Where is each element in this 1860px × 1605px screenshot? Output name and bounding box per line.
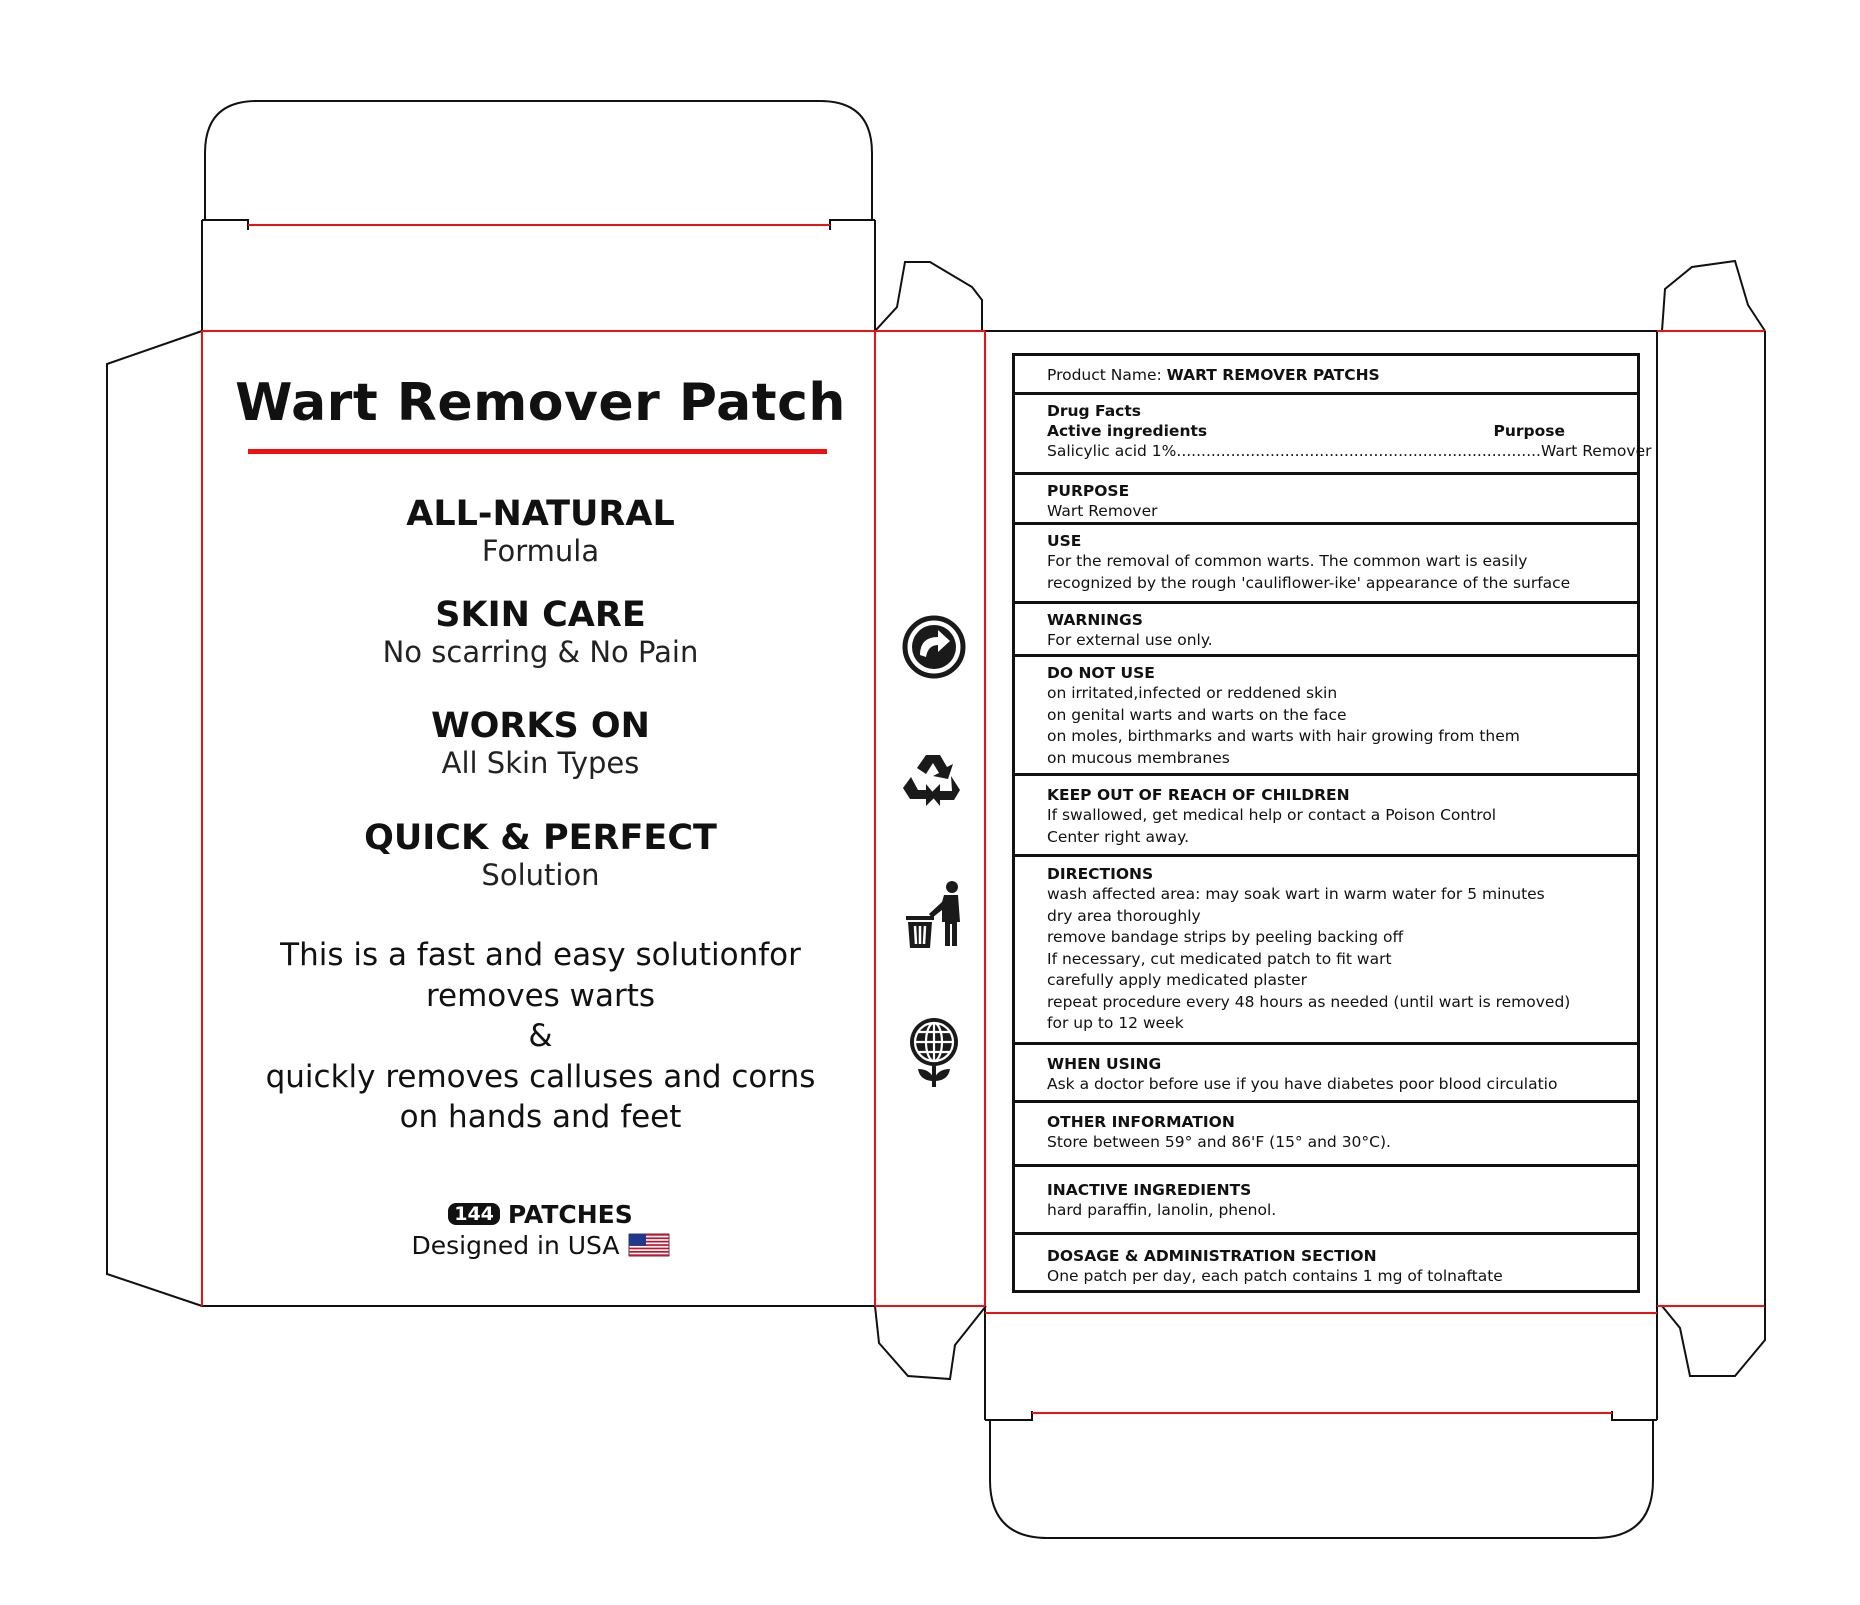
directions-heading: DIRECTIONS: [1047, 865, 1154, 883]
do-not-use-line: on mucous membranes: [1047, 748, 1230, 767]
blurb-line: removes warts: [425, 977, 656, 1014]
when-using-text: Ask a doctor before use if you have diabetes poor blood circulatio: [1047, 1075, 1558, 1093]
directions-line: for up to 12 week: [1047, 1014, 1184, 1032]
do-not-use-line: on moles, birthmarks and warts with hair growing from them: [1047, 727, 1520, 745]
product-name-section: [1015, 356, 1637, 395]
use-line: recognized by the rough 'cauliflower-ike' appearance of the surface: [1047, 573, 1571, 592]
feature-subtext: All Skin Types: [441, 746, 640, 780]
do-not-use-line: on genital warts and warts on the face: [1047, 705, 1347, 724]
drug-facts-panel: [1012, 353, 1652, 1293]
us-flag-icon: [629, 1234, 669, 1256]
directions-line: dry area thoroughly: [1047, 906, 1201, 925]
product-blurb: [205, 935, 876, 1138]
purpose-column-heading: Purpose: [1493, 422, 1565, 440]
feature-all-natural: [205, 494, 876, 568]
active-ingredients-heading: Active ingredients: [1047, 422, 1208, 440]
feature-heading: ALL-NATURAL: [406, 494, 675, 534]
blurb-line: quickly removes calluses and corns: [265, 1058, 816, 1095]
active-ingredient-line: Salicylic acid 1%..........................................................................: [1047, 442, 1541, 460]
directions-line: remove bandage strips by peeling backing off: [1047, 928, 1404, 946]
product-name-value: WART REMOVER PATCHS: [1166, 366, 1380, 384]
directions-section: [1015, 857, 1637, 1045]
patch-count: [205, 1200, 876, 1230]
inactive-ingredients-section: [1015, 1167, 1637, 1235]
when-using-heading: WHEN USING: [1047, 1055, 1162, 1073]
recycle-symbol-icon: [902, 752, 964, 808]
feature-subtext: Solution: [481, 858, 600, 892]
drug-facts-heading: Drug Facts: [1047, 402, 1141, 420]
other-information-heading: OTHER INFORMATION: [1047, 1113, 1235, 1131]
title-underline: [248, 449, 827, 454]
warnings-section: [1015, 604, 1637, 657]
directions-line: wash affected area: may soak wart in warm water for 5 minutes: [1047, 885, 1545, 903]
purpose-text: Wart Remover: [1047, 502, 1158, 520]
do-not-use-section: [1015, 657, 1637, 776]
when-using-section: [1015, 1045, 1637, 1103]
use-line: For the removal of common warts. The common wart is easily: [1047, 552, 1528, 570]
keep-out-section: [1015, 776, 1637, 857]
active-ingredient-purpose: Wart Remover: [1541, 442, 1652, 460]
dosage-text: One patch per day, each patch contains 1 mg of tolnaftate: [1047, 1267, 1503, 1285]
designed-text: Designed in USA: [411, 1231, 620, 1260]
directions-line: repeat procedure every 48 hours as needed (until wart is removed): [1047, 992, 1571, 1011]
blurb-line: &: [528, 1018, 553, 1054]
dosage-heading: DOSAGE & ADMINISTRATION SECTION: [1047, 1247, 1377, 1265]
product-title: Wart Remover Patch: [235, 373, 846, 433]
dosage-section: [1015, 1235, 1637, 1293]
count-label: PATCHES: [507, 1200, 633, 1229]
feature-heading: WORKS ON: [431, 706, 650, 746]
purpose-section: [1015, 475, 1637, 525]
warnings-text: For external use only.: [1047, 631, 1213, 649]
keep-out-heading: KEEP OUT OF REACH OF CHILDREN: [1047, 786, 1350, 804]
front-panel: [205, 331, 876, 1306]
trash-disposal-icon: [902, 880, 966, 952]
product-name-label: Product Name:: [1047, 366, 1162, 384]
inactive-ingredients-heading: INACTIVE INGREDIENTS: [1047, 1181, 1252, 1199]
feature-works-on: [205, 706, 876, 780]
feature-quick-perfect: [205, 818, 876, 892]
warnings-heading: WARNINGS: [1047, 611, 1143, 629]
keep-out-line: If swallowed, get medical help or contact a Poison Control: [1047, 806, 1497, 824]
count-badge: 144: [448, 1203, 500, 1225]
blurb-line: on hands and feet: [399, 1099, 682, 1135]
inactive-ingredients-text: hard paraffin, lanolin, phenol.: [1047, 1201, 1277, 1219]
keep-out-line: Center right away.: [1047, 827, 1190, 846]
drug-facts-section: [1015, 395, 1652, 475]
blurb-line: This is a fast and easy solutionfor: [280, 937, 801, 973]
other-information-section: [1015, 1103, 1637, 1167]
feature-heading: QUICK & PERFECT: [364, 818, 717, 858]
other-information-text: Store between 59° and 86'F (15° and 30°C).: [1047, 1133, 1391, 1151]
directions-line: If necessary, cut medicated patch to fit wart: [1047, 949, 1392, 968]
designed-in: [205, 1231, 876, 1261]
feature-skin-care: [205, 595, 876, 669]
feature-subtext: No scarring & No Pain: [382, 635, 699, 669]
use-section: [1015, 525, 1637, 604]
purpose-heading: PURPOSE: [1047, 482, 1130, 500]
directions-line: carefully apply medicated plaster: [1047, 971, 1308, 989]
use-heading: USE: [1047, 532, 1082, 550]
feature-subtext: Formula: [481, 534, 600, 568]
globe-plant-icon: [906, 1015, 962, 1089]
feature-heading: SKIN CARE: [435, 595, 646, 635]
do-not-use-line: on irritated,infected or reddened skin: [1047, 684, 1338, 702]
do-not-use-heading: DO NOT USE: [1047, 664, 1155, 682]
recycle-arrow-icon: [902, 615, 966, 679]
